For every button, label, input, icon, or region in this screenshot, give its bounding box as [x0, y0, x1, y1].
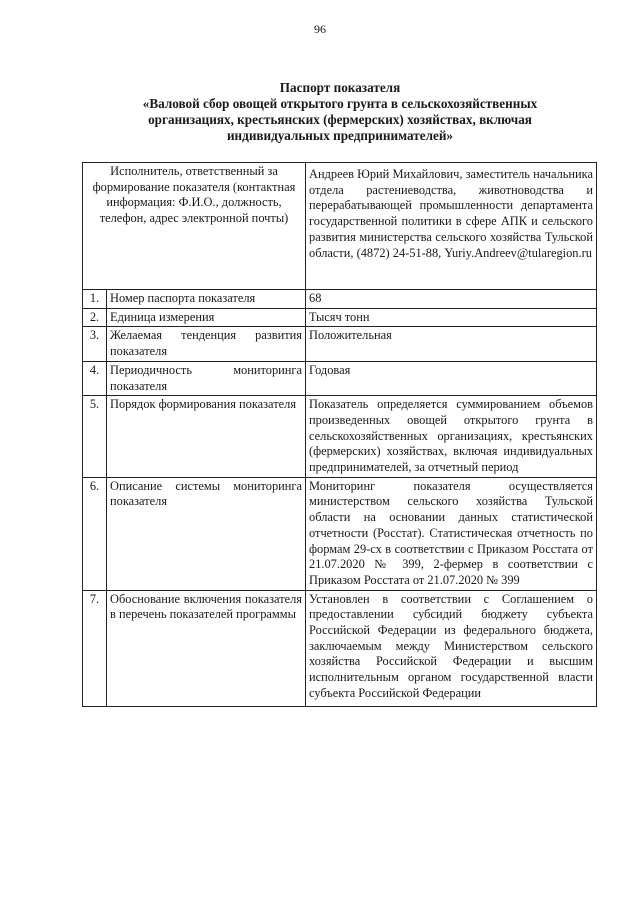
row-number: 1. [83, 290, 107, 309]
table-row [83, 477, 597, 590]
row-number: 6. [83, 477, 107, 590]
row-value: Тысяч тонн [306, 308, 597, 327]
row-number: 5. [83, 396, 107, 478]
row-number: 4. [83, 361, 107, 395]
row-value: Установлен в соответствии с Соглашением о предоставлении субсидий бюджету субъекта Российской Федерации из федерального бюджета, заключаемым между Министерством сельского хозяйства Российской Федерации и высшим исполнительным органом государственной власти субъекта Российской Федерации [306, 590, 597, 706]
row-value: Годовая [306, 361, 597, 395]
table-row [83, 327, 597, 361]
row-label: Обоснование включения показателя в перечень показателей программы [107, 590, 306, 706]
table-row [83, 396, 597, 478]
row-value: Положительная [306, 327, 597, 361]
title-line-2: «Валовой сбор овощей открытого грунта в сельскохозяйственных [142, 96, 538, 111]
table-row [83, 290, 597, 309]
row-value: Показатель определяется суммированием объемов произведенных овощей открытого грунта в сельскохозяйственных организациях, крестьянских (фермерских) хозяйствах, включая индивидуальных предпринимателей, за отчетный период [306, 396, 597, 478]
page-number: 96 [314, 22, 326, 36]
row-label: Номер паспорта показателя [107, 290, 306, 309]
document-title [70, 80, 610, 144]
row-label: Единица измерения [107, 308, 306, 327]
row-label: Периодичность мониторинга показателя [107, 361, 306, 395]
title-line-3: организациях, крестьянских (фермерских) хозяйствах, включая [148, 112, 532, 127]
table-row [83, 361, 597, 395]
row-value: 68 [306, 290, 597, 309]
row-value: Мониторинг показателя осуществляется министерством сельского хозяйства Тульской области на основании данных статистической отчетности (Росстат). Статистическая отчетность по формам 29-сх в соответствии с Приказом Росстата от 21.07.2020 № 399, 2-фермер в соответствии с Приказом Росстата от 21.07.2020 № 399 [306, 477, 597, 590]
passport-table [82, 162, 597, 707]
row-number: 2. [83, 308, 107, 327]
row-label: Описание системы мониторинга показателя [107, 477, 306, 590]
title-line-4: индивидуальных предпринимателей» [226, 128, 454, 143]
table-row [83, 308, 597, 327]
table-row-executor [83, 163, 597, 290]
table-row [83, 590, 597, 706]
row-label: Порядок формирования показателя [107, 396, 306, 478]
executor-value-cell: Андреев Юрий Михайлович, заместитель начальника отдела растениеводства, животноводства и перерабатывающей промышленности департамента государственной политики в сфере АПК и сельского развития министерства сельского хозяйства Тульской области, (4872) 24-51-88, Yuriy.Andreev@tularegion.ru [306, 163, 597, 290]
title-line-1: Паспорт показателя [279, 80, 401, 95]
row-number: 7. [83, 590, 107, 706]
executor-label-cell: Исполнитель, ответственный за формирование показателя (контактная информация: Ф.И.О., должность, телефон, адрес электронной почты) [83, 163, 306, 290]
row-number: 3. [83, 327, 107, 361]
row-label: Желаемая тенденция развития показателя [107, 327, 306, 361]
